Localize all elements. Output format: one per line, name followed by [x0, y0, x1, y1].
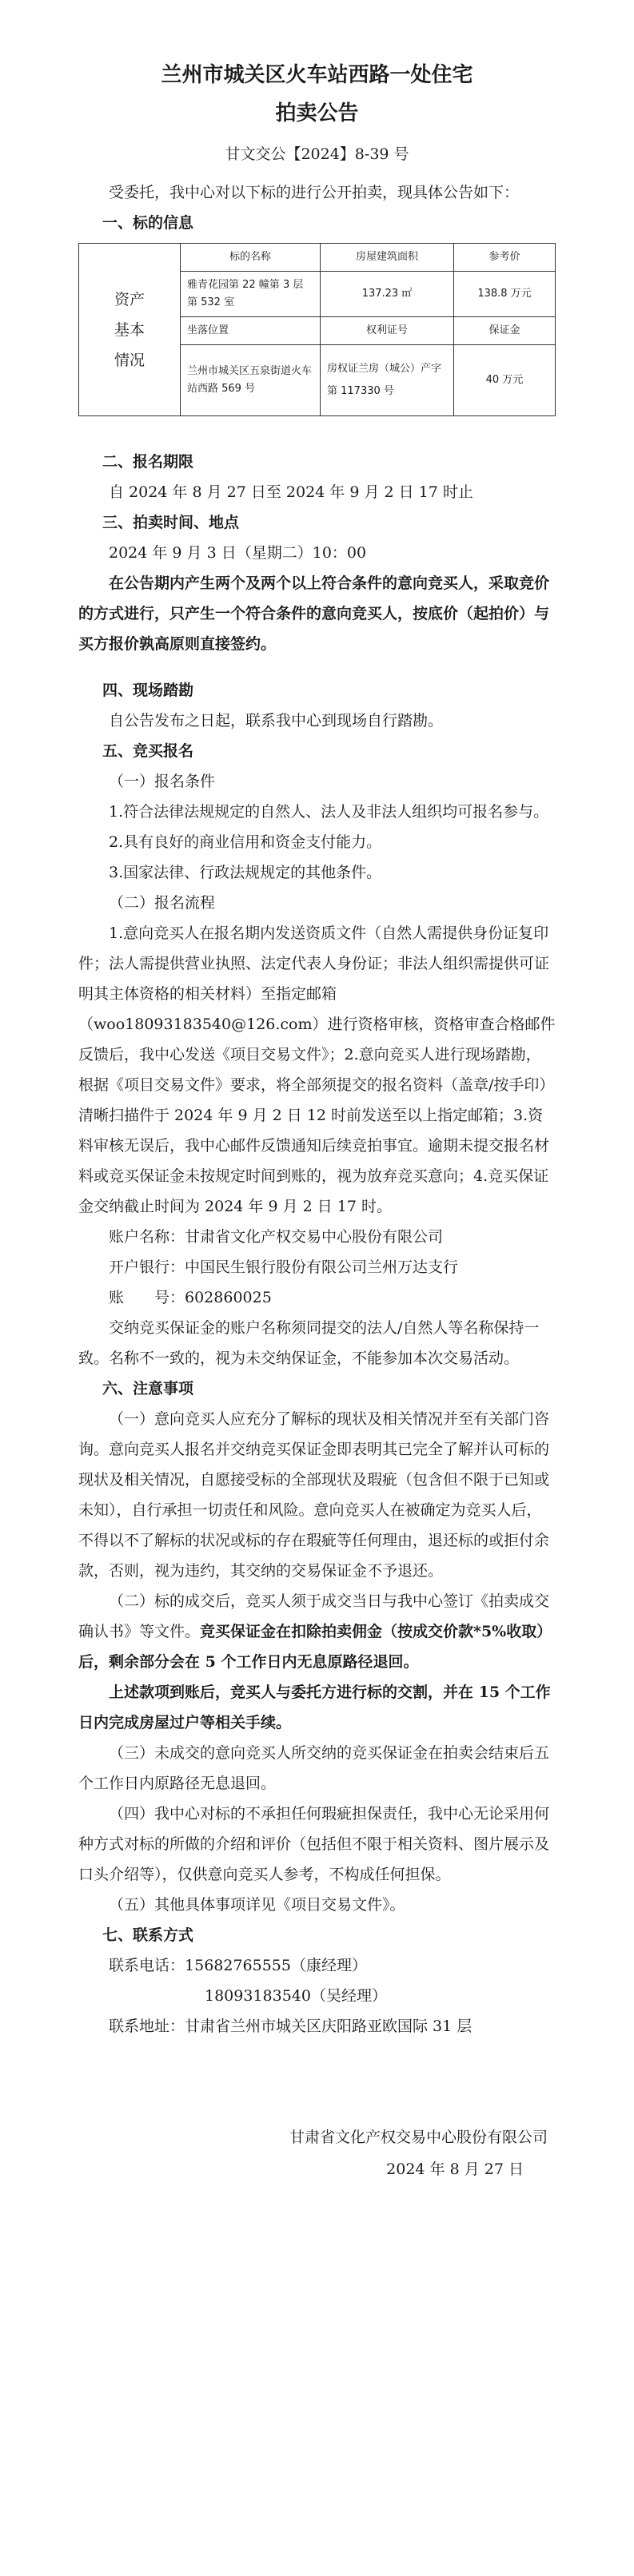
- section-heading-3: 三、拍卖时间、地点: [102, 514, 240, 531]
- phone-number-1: 15682765555（康经理）: [185, 1957, 367, 1974]
- notice-2: [78, 1586, 556, 1677]
- header-area: 房屋建筑面积: [321, 244, 454, 272]
- notice-3: （三）未成交的意向竞买人所交纳的竞买保证金在拍卖会结束后五个工作日内原路径无息退回。: [78, 1744, 550, 1792]
- account-number: 账 号：602860025: [109, 1289, 272, 1306]
- notice-2-bold: 竞买保证金在扣除拍卖佣金（按成交价款*5%收取）后，剩余部分会在 5 个工作日内无息原路径退回。: [78, 1623, 552, 1671]
- notice-2-normal: （二）标的成交后，竞买人须于成交当日与我中心签订《拍卖成交确认书》等文件。: [78, 1592, 550, 1640]
- cell-asset-name: 雅青花园第 22 幢第 3 层第 532 室: [181, 272, 321, 317]
- subheading-conditions: （一）报名条件: [109, 773, 216, 790]
- title-line-1: 兰州市城关区火车站西路一处住宅: [161, 63, 473, 87]
- section-heading-7: 七、联系方式: [102, 1926, 194, 1944]
- subheading-process: （二）报名流程: [109, 894, 216, 912]
- header-deposit: 保证金: [454, 317, 556, 345]
- notice-5: （五）其他具体事项详见《项目交易文件》。: [109, 1896, 405, 1914]
- header-cert-no: 权利证号: [321, 317, 454, 345]
- header-location: 坐落位置: [181, 317, 321, 345]
- side-label-line: 基本: [114, 320, 145, 339]
- deposit-note: 交纳竞买保证金的账户名称须同提交的法人/自然人等名称保持一致。名称不一致的，视为未交纳保证金，不能参加本次交易活动。: [78, 1319, 540, 1367]
- registration-period: 自 2024 年 8 月 27 日至 2024 年 9 月 2 日 17 时止: [109, 483, 473, 501]
- phone-label: 联系电话：: [109, 1957, 185, 1974]
- auction-rule-bold: 在公告期内产生两个及两个以上符合条件的意向竞买人，采取竞价的方式进行，只产生一个符合条件的意向竞买人，按底价（起拍价）与买方报价孰高原则直接签约。: [78, 574, 550, 653]
- site-visit-text: 自公告发布之日起，联系我中心到现场自行踏勘。: [109, 712, 444, 729]
- signature-date: 2024 年 8 月 27 日: [386, 2161, 524, 2178]
- auction-time: 2024 年 9 月 3 日（星期二）10：00: [109, 544, 367, 562]
- bank-name: 开户银行：中国民生银行股份有限公司兰州万达支行: [109, 1258, 459, 1276]
- section-heading-1: 一、标的信息: [102, 214, 194, 232]
- intro-paragraph: 受委托，我中心对以下标的进行公开拍卖，现具体公告如下：: [109, 184, 520, 201]
- side-label-line: 情况: [114, 351, 145, 369]
- cell-area: 137.23 ㎡: [321, 272, 454, 317]
- account-name: 账户名称：甘肃省文化产权交易中心股份有限公司: [109, 1228, 444, 1246]
- registration-process: 1.意向竞买人在报名期内发送资质文件（自然人需提供身份证复印件；法人需提供营业执照、法定代表人身份证；非法人组织需提供可证明其主体资格的相关材料）至指定邮箱（woo18093183540@126.com）进行资格审核，资格审查合格邮件反馈后，我中心发送《项目交易文件》；2.意向竞买人进行现场踏勘，根据《项目交易文件》要求，将全部须提交的报名资料（盖章/按手印）清晰扫描件于 2024 年 9 月 2 日 12 时前发送至以上指定邮箱；3.资料审核无误后，我中心邮件反馈通知后续竞拍事宜。逾期未提交报名材料或竞买保证金未按规定时间到账的，视为放弃竞买意向；4.竞买保证金交纳截止时间为 2024 年 9 月 2 日 17 时。: [78, 924, 556, 1215]
- contact-phone-line: [78, 1950, 556, 1981]
- notice-2-transfer: 上述款项到账后，竞买人与委托方进行标的交割，并在 15 个工作日内完成房屋过户等相关手续。: [78, 1684, 551, 1731]
- asset-side-label: [79, 244, 181, 416]
- section-heading-2: 二、报名期限: [102, 453, 194, 471]
- header-ref-price: 参考价: [454, 244, 556, 272]
- phone-number-2: 18093183540（吴经理）: [205, 1987, 387, 2005]
- cell-location: 兰州市城关区五泉街道火车站西路 569 号: [181, 345, 321, 416]
- document-number: 甘文交公【2024】8-39 号: [225, 145, 409, 163]
- cell-deposit: 40 万元: [454, 345, 556, 416]
- asset-info-table: [78, 243, 556, 416]
- section-heading-5: 五、竞买报名: [102, 742, 194, 760]
- side-label-line: 资产: [114, 290, 145, 308]
- notice-4: （四）我中心对标的不承担任何瑕疵担保责任，我中心无论采用何种方式对标的所做的介绍和评价（包括但不限于相关资料、图片展示及口头介绍等），仅供意向竞买人参考，不构成任何担保。: [78, 1805, 550, 1883]
- condition-1: 1.符合法律法规规定的自然人、法人及非法人组织均可报名参与。: [109, 803, 549, 821]
- contact-address: 联系地址：甘肃省兰州市城关区庆阳路亚欧国际 31 层: [109, 2017, 473, 2035]
- title-line-2: 拍卖公告: [275, 101, 359, 125]
- condition-3: 3.国家法律、行政法规规定的其他条件。: [109, 864, 382, 881]
- section-heading-6: 六、注意事项: [102, 1380, 194, 1397]
- notice-1: （一）意向竞买人应充分了解标的现状及相关情况并至有关部门咨询。意向竞买人报名并交纳竞买保证金即表明其已完全了解并认可标的现状及相关情况，自愿接受标的全部现状及瑕疵（包含但不限于已知或未知），自行承担一切责任和风险。意向竞买人在被确定为竞买人后，不得以不了解标的状况或标的存在瑕疵等任何理由，退还标的或拒付余款，否则，视为违约，其交纳的交易保证金不予退还。: [78, 1410, 550, 1580]
- condition-2: 2.具有良好的商业信用和资金支付能力。: [109, 833, 382, 851]
- signature-organization: 甘肃省文化产权交易中心股份有限公司: [289, 2129, 548, 2146]
- section-heading-4: 四、现场踏勘: [102, 682, 194, 699]
- cell-cert-no: 房权证兰房（城公）产字第 117330 号: [321, 345, 454, 416]
- header-name: 标的名称: [181, 244, 321, 272]
- cell-ref-price: 138.8 万元: [454, 272, 556, 317]
